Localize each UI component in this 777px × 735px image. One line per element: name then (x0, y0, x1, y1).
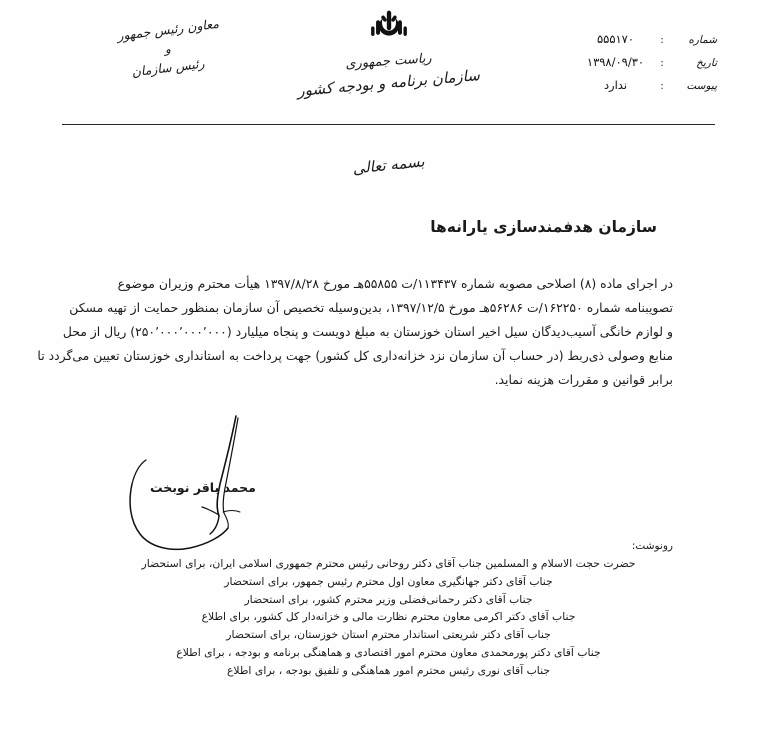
field-value-number: ۵۵۵۱۷۰ (596, 32, 635, 46)
body-line: و لوازم خانگی آسیب‌دیدگان سیل اخیر استان خوزستان به مبلغ دویست و پنجاه میلیارد (۲۵۰٬۰۰۰٬۰۰۰٬۰۰۰) ریال از محل (62, 324, 673, 339)
addressee-title: سازمان هدفمندسازی یارانه‌ها (430, 218, 657, 236)
role-head-of-organization: رئیس سازمان (130, 55, 206, 80)
field-colon: : (660, 35, 664, 46)
body-line: تصویبنامه شماره ۱۶۲۲۵۰/ت ۵۶۲۸۶هـ مورخ ۱۳۹۷/۱۲/۵، بدین‌وسیله تخصیص آن سازمان بمنظور حمایت از تهیه مسکن (69, 300, 673, 315)
cc-list-item: جناب آقای دکتر رحمانی‌فضلی وزیر محترم کشور، برای استحضار (244, 592, 533, 606)
field-value-date: ۱۳۹۸/۰۹/۳۰ (586, 55, 645, 69)
signature-name: محمد باقر نوبخت (150, 480, 256, 495)
field-colon: : (660, 81, 664, 92)
cc-list-item: جناب آقای دکتر جهانگیری معاون اول محترم رئیس جمهور، برای استحضار (224, 574, 553, 588)
invocation-besmeh-taala: بسمه تعالی (351, 152, 426, 178)
cc-list-item: جناب آقای دکتر پورمحمدی معاون محترم امور اقتصادی و هماهنگی برنامه و بودجه ، برای اطلاع (176, 645, 601, 659)
iran-national-emblem-icon (367, 8, 411, 50)
letter-body (37, 272, 673, 392)
role-vice-president: معاون رئیس جمهور (116, 15, 220, 44)
role-conjunction: و (165, 42, 171, 56)
letterhead-divider (62, 124, 715, 125)
cc-distribution-list (104, 540, 673, 680)
field-colon: : (660, 58, 664, 69)
field-label-number: شماره (688, 34, 717, 46)
field-label-date: تاریخ (696, 57, 717, 69)
field-value-attachment: ندارد (603, 78, 628, 92)
letterhead (0, 8, 777, 120)
cc-list-item: جناب آقای نوری رئیس محترم امور هماهنگی و تلفیق بودجه ، برای اطلاع (226, 663, 551, 677)
body-line: در اجرای ماده (۸) اصلاحی مصوبه شماره ۱۱۳۴۳۷/ت ۵۵۸۵۵هـ مورخ ۱۳۹۷/۸/۲۸ هیأت محترم وزیران موضوع (117, 276, 673, 291)
letterhead-signer-role (78, 15, 258, 80)
cc-title: رونوشت: (631, 540, 673, 552)
cc-list-item: حضرت حجت الاسلام و المسلمین جناب آقای دکتر روحانی رئیس محترم جمهوری اسلامی ایران، برای استحضار (141, 557, 636, 570)
cc-list-item: جناب آقای دکتر شریعتی استاندار محترم استان خوزستان، برای استحضار (226, 628, 551, 642)
field-label-attachment: پیوست (686, 80, 717, 92)
cc-list-item: جناب آقای دکتر اکرمی معاون محترم نظارت مالی و خزانه‌دار کل کشور، برای اطلاع (201, 610, 576, 624)
body-line: برابر قوانین و مقررات هزینه نماید. (494, 372, 673, 387)
body-line: منابع وصولی ذی‌ربط (در حساب آن سازمان نزد خزانه‌داری کل کشور) جهت پرداخت به استانداری خوزستان تعیین می‌گردد تا (37, 348, 673, 363)
organization-line-presidency: ریاست جمهوری (344, 51, 433, 72)
organization-line-plan-budget: سازمان برنامه و بودجه کشور (296, 66, 481, 100)
